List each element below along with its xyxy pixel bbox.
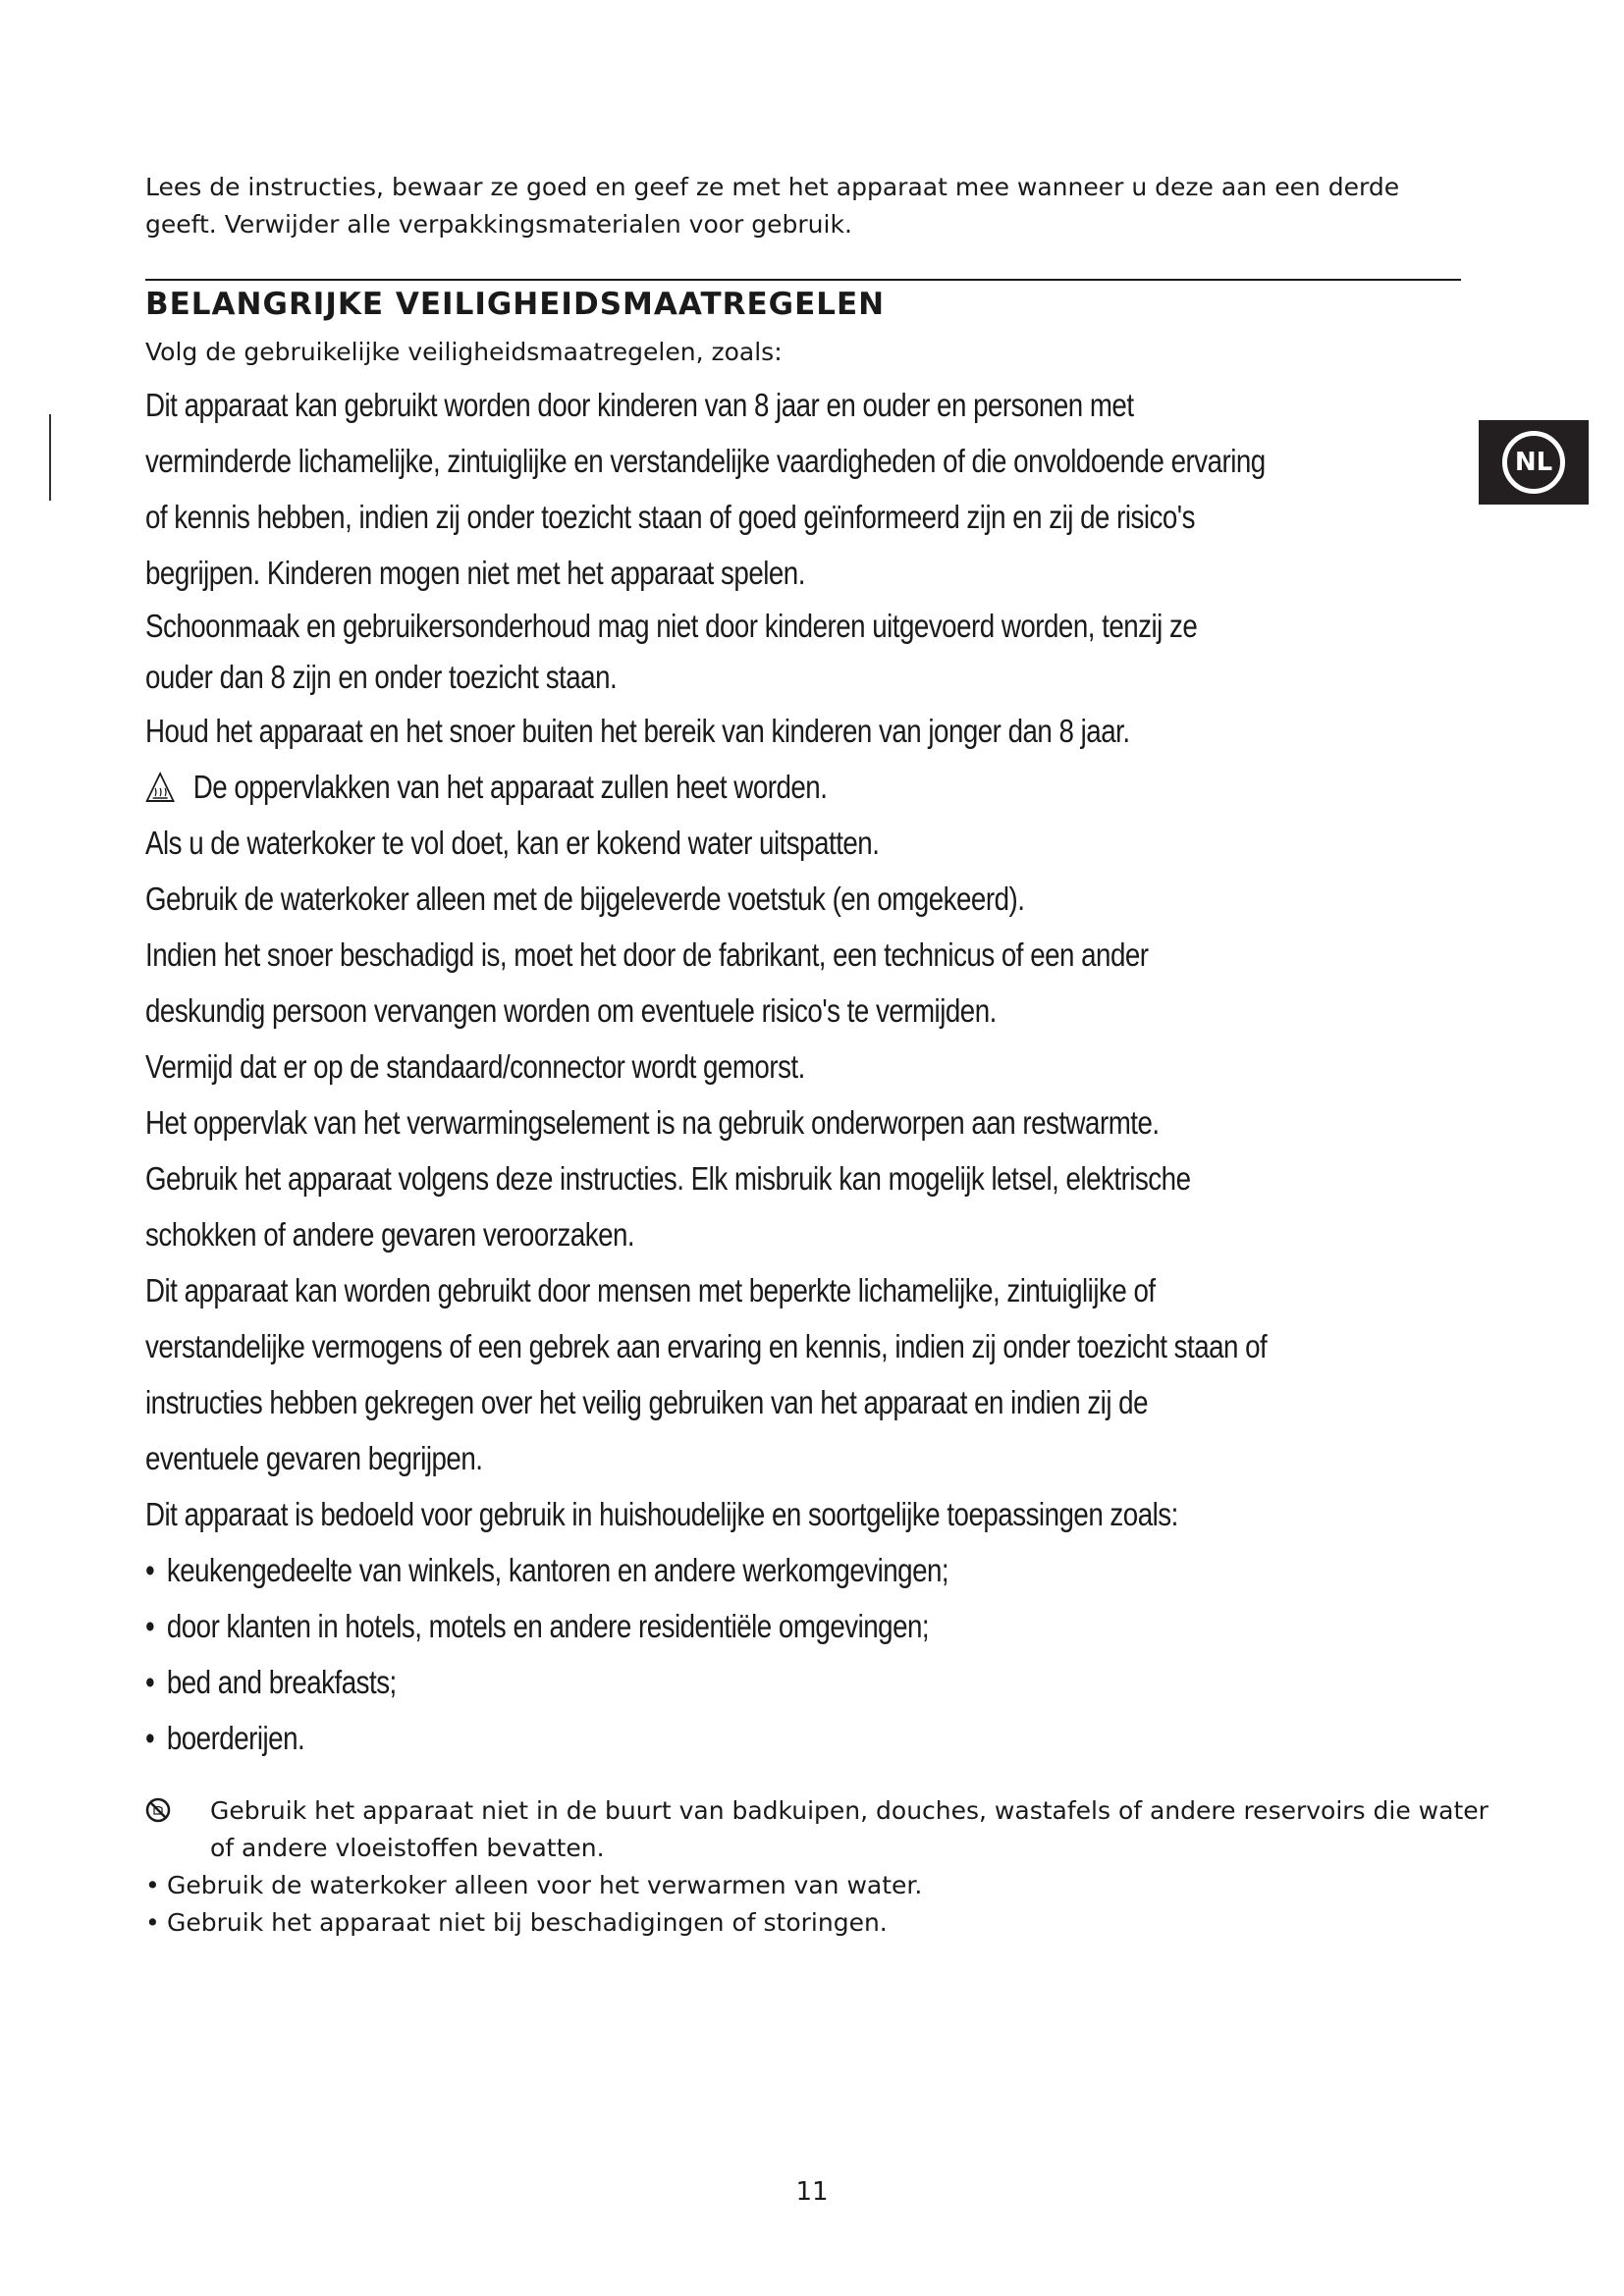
list-item [145, 1904, 1500, 1942]
section-subheading: Volg de gebruikelijke veiligheidsmaatregelen, zoals: [145, 338, 783, 366]
list-item-text: Gebruik het apparaat niet in de buurt van badkuipen, douches, wastafels of andere reservoirs die water of andere vloeistoffen bevatten. [210, 1796, 1489, 1862]
list-item [145, 1654, 1267, 1710]
bullet: • [145, 1908, 160, 1937]
page-number: 11 [795, 2177, 829, 2207]
list-item-text: keukengedeelte van winkels, kantoren en andere werkomgevingen; [166, 1552, 949, 1588]
hot-surface-warning [145, 759, 1267, 815]
list-item [145, 1598, 1267, 1654]
list-item-text: door klanten in hotels, motels en andere residentiële omgevingen; [166, 1608, 930, 1644]
prohibited-icon [145, 1797, 171, 1823]
bullet: • [145, 1720, 155, 1756]
additional-instructions [145, 1792, 1500, 1942]
paragraph: Het oppervlak van het verwarmingselement is na gebruik onderworpen aan restwarmte. [145, 1104, 1160, 1141]
paragraph: Dit apparaat is bedoeld voor gebruik in huishoudelijke en soortgelijke toepassingen zoals: [145, 1496, 1178, 1532]
paragraph: Gebruik de waterkoker alleen met de bijgeleverde voetstuk (en omgekeerd). [145, 881, 1025, 917]
bullet: • [145, 1871, 160, 1899]
margin-mark [49, 414, 51, 501]
paragraph: Vermijd dat er op de standaard/connector wordt gemorst. [145, 1048, 805, 1085]
bullet: • [145, 1608, 155, 1644]
list-item-text: bed and breakfasts; [166, 1664, 397, 1700]
paragraph: Indien het snoer beschadigd is, moet het door de fabrikant, een technicus of een ander deskundig persoon vervangen worden om eventuele risico's te vermijden. [145, 936, 1149, 1029]
list-item-text: Gebruik het apparaat niet bij beschadigingen of storingen. [167, 1908, 888, 1937]
list-item-text: Gebruik de waterkoker alleen voor het verwarmen van water. [167, 1871, 923, 1899]
paragraph: Gebruik het apparaat volgens deze instructies. Elk misbruik kan mogelijk letsel, elektrische schokken of andere gevaren veroorzaken. [145, 1160, 1191, 1253]
paragraph: Dit apparaat kan gebruikt worden door kinderen van 8 jaar en ouder en personen met verminderde lichamelijke, zintuiglijke en verstandelijke vaardigheden of die onvoldoende ervaring of kennis hebben, indien zij onder toezicht staan of goed geïnformeerd zijn en zij de risico's begrijpen. Kinderen mogen niet met het apparaat spelen. [145, 387, 1266, 591]
language-badge [1479, 420, 1589, 505]
paragraph: Als u de waterkoker te vol doet, kan er kokend water uitspatten. [145, 825, 880, 861]
intro-text: Lees de instructies, bewaar ze goed en geef ze met het apparaat mee wanneer u deze aan een derde geeft. Verwijder alle verpakkingsmaterialen voor gebruik. [145, 173, 1400, 239]
paragraph: De oppervlakken van het apparaat zullen heet worden. [192, 769, 828, 805]
section-divider [145, 279, 1461, 281]
list-item [145, 1542, 1267, 1598]
prohibited-icon-wrapper [145, 1792, 210, 1867]
list-item [145, 1792, 1500, 1867]
list-item [145, 1867, 1500, 1904]
paragraph: Dit apparaat kan worden gebruikt door mensen met beperkte lichamelijke, zintuiglijke of verstandelijke vermogens of een gebrek aan ervaring en kennis, indien zij onder toezicht staan of instructies hebben gekregen over het veilig gebruiken van het apparaat en indien zij de eventuele gevaren begrijpen. [145, 1272, 1268, 1476]
hot-surface-warning-icon [145, 772, 175, 803]
paragraph: Schoonmaak en gebruikersonderhoud mag niet door kinderen uitgevoerd worden, tenzij ze ouder dan 8 zijn en onder toezicht staan. [145, 608, 1198, 695]
safety-instructions [145, 377, 1267, 1766]
bullet: • [145, 1664, 155, 1700]
list-item [145, 1710, 1267, 1766]
paragraph: Houd het apparaat en het snoer buiten het bereik van kinderen van jonger dan 8 jaar. [145, 713, 1130, 749]
bullet: • [145, 1552, 155, 1588]
section-heading: BELANGRIJKE VEILIGHEIDSMAATREGELEN [145, 287, 886, 322]
language-badge-label: NL [1502, 431, 1565, 494]
list-item-text: boerderijen. [166, 1720, 305, 1756]
